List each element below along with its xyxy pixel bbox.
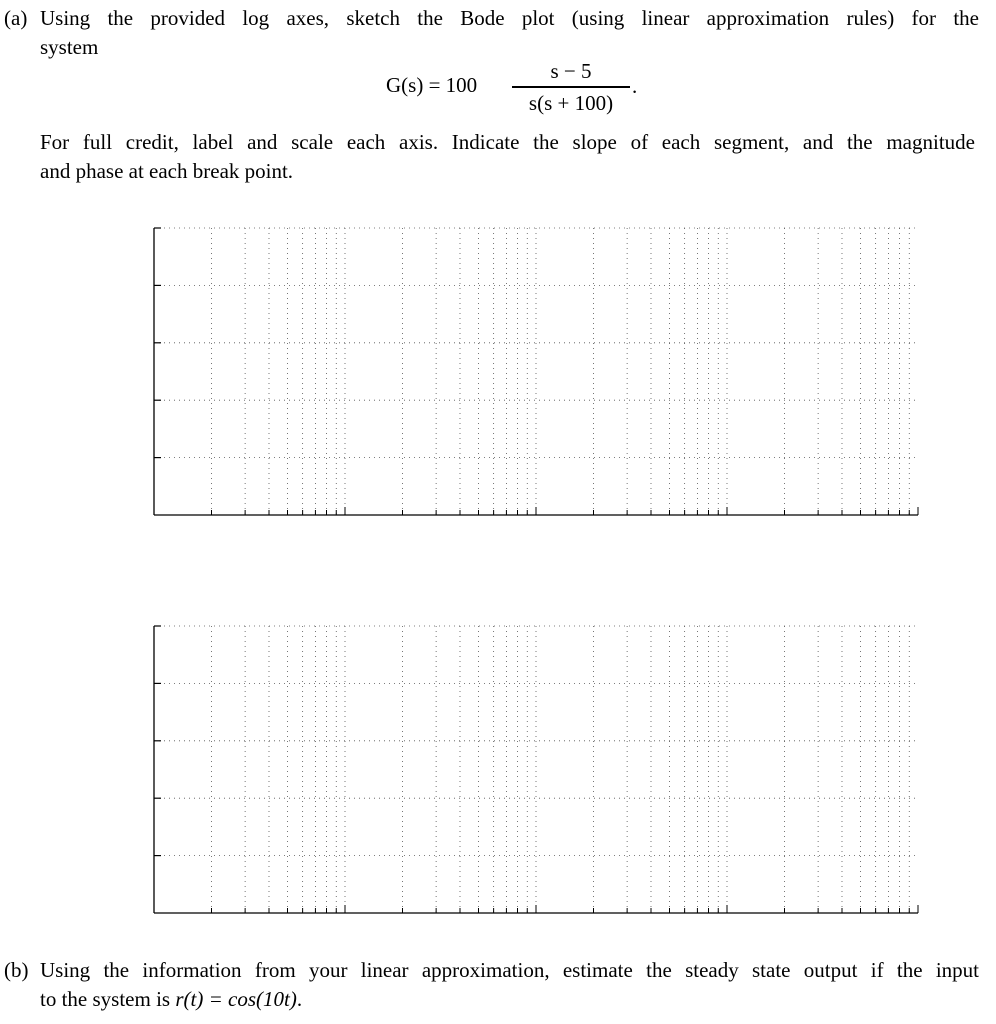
part-b-prompt: [4, 956, 979, 1014]
transfer-function-equation: [386, 56, 646, 118]
magnitude-log-axes[interactable]: [140, 220, 930, 525]
part-a-line-2: system: [40, 35, 99, 59]
equation-lhs: G(s) = 100: [386, 73, 478, 97]
phase-log-axes[interactable]: [140, 618, 930, 923]
input-signal-expression: r(t) = cos(10t): [175, 987, 297, 1011]
instructions: [40, 128, 975, 186]
phase-plot[interactable]: [140, 618, 930, 923]
part-b-label: (b): [4, 958, 29, 982]
equation-fraction: [512, 56, 630, 118]
part-b-line-2: [40, 985, 979, 1014]
part-a-label: (a): [4, 6, 28, 30]
part-a-prompt: [4, 4, 979, 62]
part-b-line-2-prefix: to the system is: [40, 987, 176, 1011]
part-b-line-2-suffix: .: [296, 987, 303, 1011]
equation-denominator: s(s + 100): [528, 90, 614, 115]
equation-numerator: s − 5: [550, 59, 592, 83]
instructions-line-1: For full credit, label and scale each axis. Indicate the slope of each segment, and the magnitude: [40, 130, 975, 154]
part-a-line-1: Using the provided log axes, sketch the Bode plot (using linear approximation rules) for the: [40, 6, 979, 30]
equation-trailing-period: .: [632, 74, 638, 98]
part-b-line-1: Using the information from your linear approximation, estimate the steady state output if the input: [40, 958, 979, 982]
instructions-line-2: and phase at each break point.: [40, 159, 294, 183]
magnitude-plot[interactable]: [140, 220, 930, 525]
